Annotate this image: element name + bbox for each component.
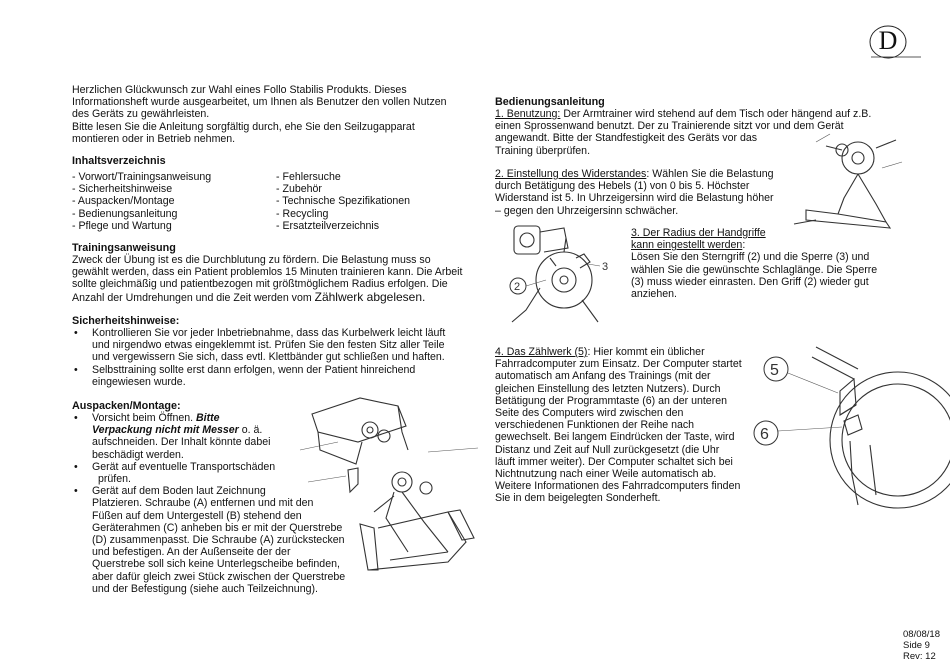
usage-text: Der Armtrainer wird stehend auf dem Tisch oder hängend auf z.B.: [560, 108, 872, 120]
unpack-line: und der Befestigung (siehe auch Teilzeichnung).: [92, 582, 318, 595]
safety-line: • Selbsttraining sollte erst dann erfolgen, wenn der Patient hinreichend: [92, 363, 416, 376]
usage-line: [495, 108, 895, 120]
counter-line: automatisch am Anfang des Trainings (mit der: [495, 370, 711, 383]
safety-line: eingewiesen wurde.: [92, 375, 186, 388]
safety-item: [72, 364, 472, 388]
unpack-line: • Gerät auf dem Boden laut Zeichnung: [92, 485, 266, 498]
counter-title: 4. Das Zählwerk (5): [495, 346, 588, 358]
counter-line: Sie in dem beigelegten Sonderheft.: [495, 492, 661, 505]
unpack-line: aufschneiden. Der Inhalt könnte dabei: [92, 436, 271, 449]
language-badge-letter: D: [878, 26, 898, 55]
assembly-illustration: [298, 392, 488, 577]
counter-line: [495, 346, 755, 358]
resistance-line: [495, 168, 795, 180]
resistance-line: durch Betätigung des Hebels (1) von 0 bis 5. Höchster: [495, 180, 750, 193]
unpack-line: Querstrebe soll sich keine Unterlegscheibe befinden,: [92, 558, 340, 571]
footer-date: 08/08/18: [903, 629, 940, 640]
operation-heading: Bedienungsanleitung: [495, 96, 605, 108]
trainer-illustration: [786, 128, 906, 238]
fig-label-3: 3: [602, 261, 609, 273]
toc-item: - Bedienungsanleitung: [72, 207, 178, 220]
counter-illustration: [758, 345, 918, 525]
toc-item: - Fehlersuche: [276, 171, 341, 183]
resistance-line: Widerstand ist 5. In Uhrzeigersinn wird die Belastung höher: [495, 192, 774, 205]
resistance-section: [495, 168, 795, 217]
counter-text: : Hier kommt ein üblicher: [587, 346, 705, 358]
counter-line: gewechselt. Bei langem Eindrücken der Taste, wird: [495, 431, 735, 444]
radius-title: kann eingestellt werden: [631, 239, 743, 252]
radius-colon: :: [742, 239, 746, 252]
counter-line: Betätigung der Programmtaste (6) an der unteren: [495, 394, 728, 407]
unpack-line: prüfen.: [98, 473, 131, 486]
toc-item: - Ersatzteilverzeichnis: [276, 219, 380, 232]
counter-section: [495, 346, 755, 505]
unpack-line: Füßen auf dem Untergestell (B) stehend den: [92, 509, 302, 522]
counter-line: verschiedenen Funktionen der Reihe nach: [495, 419, 695, 432]
toc-item: - Auspacken/Montage: [72, 195, 175, 208]
page-footer: [903, 629, 941, 662]
counter-line: Fahrradcomputer zum Einsatz. Der Computer startet: [495, 358, 742, 371]
toc-right-column: [276, 171, 410, 232]
fig-label-2: 2: [514, 281, 521, 293]
counter-line: Nichtnutzung nach einer Weile automatisch ab.: [495, 468, 717, 481]
resistance-text: : Wählen Sie die Belastung: [646, 168, 774, 180]
intro-line: Herzlichen Glückwunsch zur Wahl eines Follo Stabilis Produkts. Dieses: [72, 84, 407, 96]
counter-line: Seite des Computers wird zwischen den: [495, 407, 684, 420]
unpack-line: • Gerät auf eventuelle Transportschäden: [92, 460, 276, 473]
counter-line: Distanz und Zeit auf Null zurückgesetzt (die Uhr: [495, 443, 720, 456]
radius-line: Lösen Sie den Sterngriff (2) und die Sperre (3) und: [631, 251, 870, 264]
unpack-line: und befestigen. An der Außenseite der der: [92, 546, 291, 559]
unpack-line: Geräterahmen (C) anheben bis er mit der Querstrebe: [92, 521, 343, 534]
unpack-line: aber dafür gleich zwei Stück zwischen der Querstrebe: [92, 570, 346, 583]
training-last-a: Anzahl der Umdrehungen und die Zeit werden vom: [72, 291, 315, 304]
unpack-text: o. ä.: [238, 424, 263, 437]
footer-rev: Rev: 12: [903, 651, 936, 662]
toc-item: - Zubehör: [276, 183, 322, 196]
toc-left-column: [72, 171, 276, 232]
radius-line: [631, 239, 901, 251]
toc-item: - Sicherheitshinweise: [72, 183, 173, 196]
resistance-title: 2. Einstellung des Widerstandes: [495, 168, 647, 180]
radius-title: 3. Der Radius der Handgriffe: [631, 227, 766, 239]
radius-line: (3) muss wieder einrasten. Den Griff (2) wieder gut: [631, 275, 869, 288]
training-line: sollte gleichmäßig und patientbezogen mit größtmöglichem Radius erfolgen. Die: [72, 278, 448, 291]
safety-list: [72, 327, 472, 388]
toc-item: - Pflege und Wartung: [72, 219, 172, 232]
unpack-line: beschädigt werden.: [92, 448, 184, 461]
usage-line: einen Sprossenwand benutzt. Der zu Trainierende sitzt vor und dem Gerät: [495, 120, 844, 133]
toc-item: - Recycling: [276, 207, 329, 220]
usage-title: 1. Benutzung:: [495, 108, 561, 120]
radius-line: anziehen.: [631, 288, 677, 301]
usage-line: angewandt. Bitte der Standfestigkeit des Geräts vor das: [495, 132, 758, 145]
resistance-line: – gegen den Uhrzeigersinn schwächer.: [495, 204, 679, 217]
safety-line: und nirgendwo etwas eingeklemmt ist. Prüfen Sie den festen Sitz aller Teile: [92, 339, 445, 352]
radius-section: [631, 227, 901, 300]
unpack-text: Vorsicht beim Öffnen.: [92, 412, 197, 424]
counter-line: gleichen Einstellung des letzten Nutzers). Durch: [495, 382, 721, 395]
footer-page: Side 9: [903, 640, 930, 651]
intro-line: montieren oder in Betrieb nehmen.: [72, 132, 236, 145]
safety-heading: Sicherheitshinweise:: [72, 315, 180, 327]
toc-item: - Vorwort/Trainingsanweisung: [72, 171, 212, 183]
intro-paragraph: [72, 84, 472, 145]
radius-illustration: [506, 218, 631, 328]
training-last-b: Zählwerk abgelesen.: [314, 289, 426, 304]
fig-label-5: 5: [770, 362, 779, 379]
training-line: gewählt werden, dass ein Patient problemlos 15 Minuten trainieren kann. Die Arbeit: [72, 266, 463, 279]
training-paragraph: [72, 254, 472, 304]
unpack-emphasis: Verpackung nicht mit Messer: [92, 424, 239, 437]
intro-line: Bitte lesen Sie die Anleitung sorgfältig durch, ehe Sie den Seilzugapparat: [72, 120, 415, 133]
toc-item: - Technische Spezifikationen: [276, 195, 411, 208]
toc-list: [72, 171, 410, 232]
radius-line: wählen Sie die gewünschte Schlaglänge. Die Sperre: [631, 263, 878, 276]
unpack-emphasis: Bitte: [196, 412, 220, 424]
safety-line: • Kontrollieren Sie vor jeder Inbetriebnahme, dass das Kurbelwerk leicht läuft: [92, 327, 446, 339]
counter-line: Weitere Informationen des Fahrradcomputers finden: [495, 480, 741, 493]
counter-line: läuft immer weiter). Der Computer schaltet sich bei: [495, 455, 733, 468]
language-badge: [869, 24, 925, 60]
training-line-last: [72, 291, 472, 304]
unpack-line: (D) zusammenpasst. Die Schraube (A) zurückstecken: [92, 534, 345, 547]
safety-line: und vergewissern Sie sich, dass evtl. Klettbänder gut schließen und haften.: [92, 351, 445, 364]
unpack-heading: Auspacken/Montage:: [72, 400, 181, 412]
safety-item: [72, 327, 472, 364]
fig-label-6: 6: [760, 426, 769, 443]
training-heading: Trainingsanweisung: [72, 242, 176, 254]
intro-line: Informationsheft wurde ausgearbeitet, um Ihnen als Benutzer den vollen Nutzen: [72, 96, 447, 109]
unpack-line: Platzieren. Schraube (A) entfernen und mit den: [92, 497, 314, 510]
training-line: Zweck der Übung ist es die Durchblutung zu fördern. Die Belastung muss so: [72, 254, 431, 266]
intro-line: des Geräts zu gewährleisten.: [72, 108, 210, 121]
usage-line: Training überprüfen.: [495, 144, 591, 157]
toc-heading: Inhaltsverzeichnis: [72, 155, 166, 167]
